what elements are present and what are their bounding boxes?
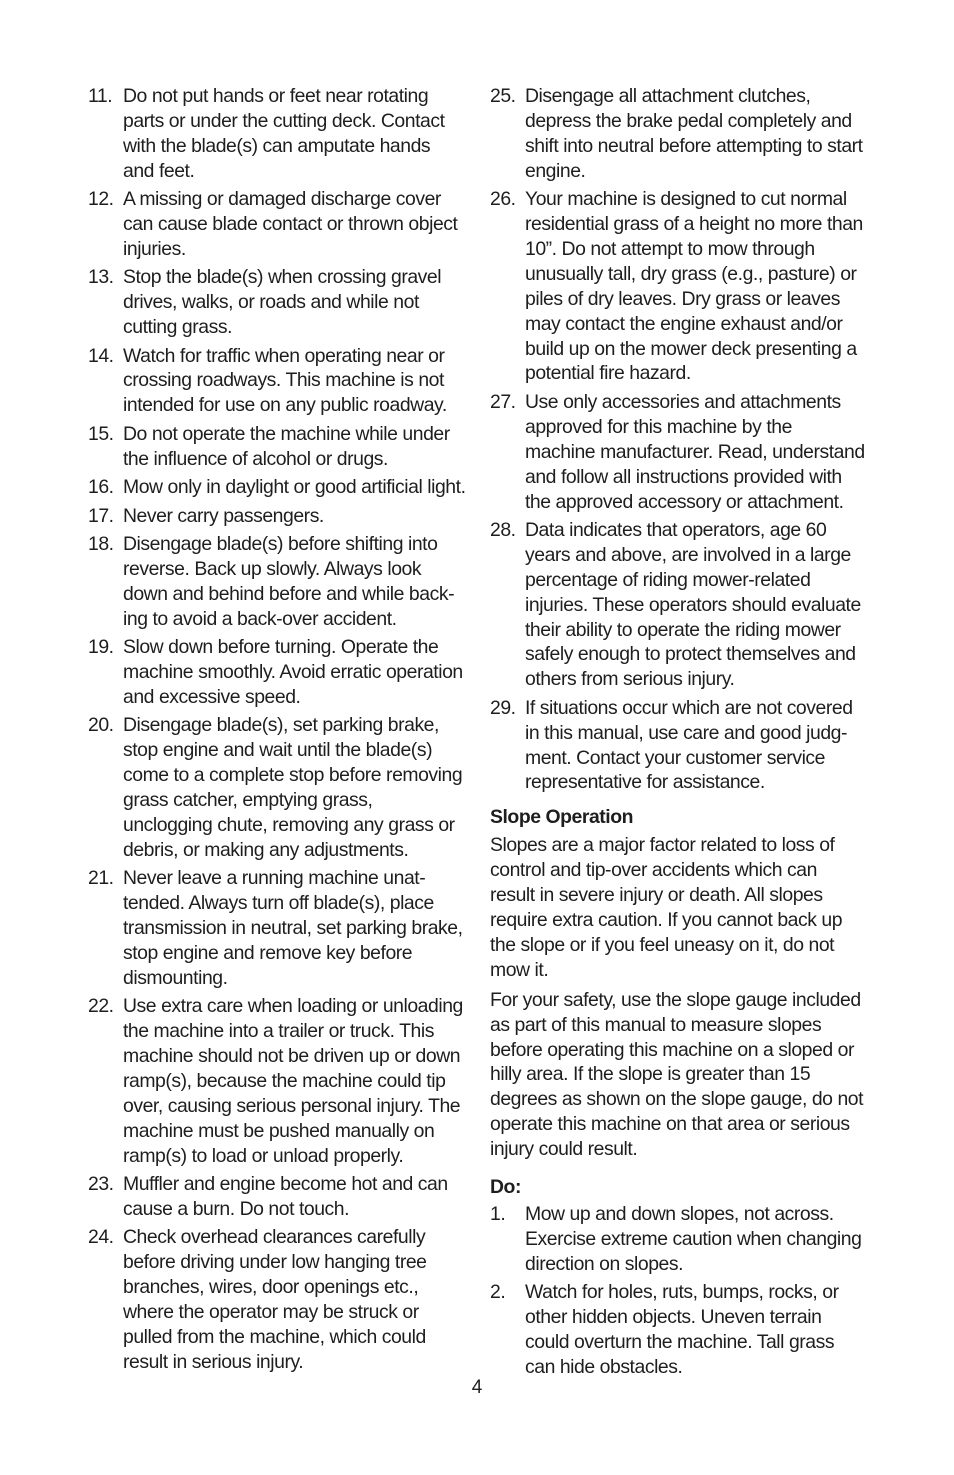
item-text: Never carry passengers.	[123, 504, 324, 527]
list-item	[88, 532, 466, 632]
item-number: 20.	[88, 714, 114, 737]
item-text: Stop the blade(s) when crossing gravel drives, walks, or roads and while not cutting grass.	[123, 266, 442, 339]
item-text: Check overhead clearances carefully before driving under low hanging tree branches, wires, door openings etc., where the operator may be struck or pulled from the machine, which could result in serious injury.	[123, 1226, 427, 1373]
list-item	[88, 713, 466, 862]
item-text: Watch for traffic when operating near or crossing roadways. This machine is not intended for use on any public roadway.	[123, 344, 447, 417]
item-number: 22.	[88, 995, 114, 1018]
item-number: 12.	[88, 188, 114, 211]
item-number: 2.	[490, 1281, 506, 1304]
item-number: 24.	[88, 1226, 114, 1249]
list-item	[88, 866, 466, 991]
do-list	[490, 1202, 866, 1380]
list-item	[490, 1280, 866, 1380]
item-text: A missing or damaged discharge cover can cause blade contact or thrown object injuries.	[123, 188, 458, 260]
item-number: 13.	[88, 266, 114, 289]
item-number: 1.	[490, 1202, 506, 1225]
left-column	[88, 84, 466, 1378]
item-text: Do not put hands or feet near rotating parts or under the cutting deck. Contact with the blade(s) can amputate hands and feet.	[123, 85, 445, 182]
item-number: 11.	[88, 85, 113, 107]
item-text: Never leave a running machine unat-tended. Always turn off blade(s), place transmission in neutral, set parking brake, stop engine and remove key before dismounting.	[123, 867, 463, 989]
right-column	[490, 84, 866, 1383]
item-number: 15.	[88, 422, 114, 445]
list-item	[88, 1172, 466, 1222]
item-text: Disengage blade(s), set parking brake, stop engine and wait until the blade(s) come to a complete stop before removing grass catcher, emptying grass, unclogging chute, removing any grass or debris, or making any adjustments.	[123, 714, 463, 861]
item-number: 19.	[88, 636, 114, 659]
list-item	[490, 390, 866, 515]
slope-operation-heading: Slope Operation	[490, 806, 634, 829]
safety-list-right	[490, 84, 866, 795]
list-item	[88, 84, 466, 184]
item-text: Disengage blade(s) before shifting into reverse. Back up slowly. Always look down and behind before and while back-ing to avoid a back-over accident.	[123, 532, 455, 630]
item-number: 28.	[490, 518, 516, 541]
item-text: Do not operate the machine while under the influence of alcohol or drugs.	[123, 422, 450, 470]
item-text: Mow only in daylight or good artificial light.	[123, 476, 466, 499]
item-text: Slow down before turning. Operate the machine smoothly. Avoid erratic operation and excessive speed.	[123, 636, 463, 708]
item-number: 21.	[88, 867, 114, 890]
page-number: 4	[471, 1377, 483, 1398]
list-item	[490, 187, 866, 386]
item-text: Data indicates that operators, age 60 years and above, are involved in a large percentage of riding mower-related injuries. These operators should evaluate their ability to operate the riding mower safely enough to protect themselves and others from serious injury.	[525, 518, 861, 691]
item-text: If situations occur which are not covered in this manual, use care and good judg-ment. Contact your customer service representative for assistance.	[525, 696, 853, 794]
item-number: 16.	[88, 476, 114, 499]
item-text: Muffler and engine become hot and can cause a burn. Do not touch.	[123, 1173, 448, 1220]
item-number: 26.	[490, 188, 516, 211]
list-item	[88, 265, 466, 340]
list-item	[88, 504, 466, 529]
item-number: 23.	[88, 1173, 114, 1196]
list-item	[88, 187, 466, 262]
item-text: Use only accessories and attachments approved for this machine by the machine manufacturer. Read, understand and follow all instructions provided with the approved accessory or attachment.	[525, 390, 865, 513]
list-item	[490, 518, 866, 692]
item-number: 27.	[490, 390, 516, 413]
list-item	[88, 344, 466, 419]
list-item	[88, 422, 466, 472]
list-item	[88, 475, 466, 500]
item-text: Mow up and down slopes, not across. Exercise extreme caution when changing direction on slopes.	[525, 1202, 862, 1275]
do-heading: Do:	[490, 1176, 521, 1199]
item-text: Your machine is designed to cut normal residential grass of a height no more than 10”. Do not attempt to mow through unusually tall, dry grass (e.g., pasture) or piles of dry leaves. Dry grass or leaves may contact the engine exhaust and/or build up on the mower deck presenting a potential fire hazard.	[525, 188, 863, 385]
item-text: Disengage all attachment clutches, depress the brake pedal completely and shift into neutral before attempting to start engine.	[525, 85, 863, 182]
list-item	[490, 696, 866, 796]
item-text: Watch for holes, ruts, bumps, rocks, or other hidden objects. Uneven terrain could overturn the machine. Tall grass can hide obstacles.	[525, 1281, 839, 1378]
item-number: 29.	[490, 696, 516, 719]
list-item	[88, 994, 466, 1168]
list-item	[490, 1202, 866, 1277]
list-item	[88, 1225, 466, 1374]
item-number: 25.	[490, 85, 516, 107]
slope-paragraph-2: For your safety, use the slope gauge included as part of this manual to measure slopes before operating this machine on a sloped or hilly area. If the slope is greater than 15 degrees as shown on the slope gauge, do not operate this machine on that area or serious injury could result.	[490, 988, 864, 1161]
item-number: 17.	[88, 504, 114, 527]
item-text: Use extra care when loading or unloading the machine into a trailer or truck. This machine should not be driven up or down ramp(s), because the machine could tip over, causing serious personal injury. The machine must be pushed manually on ramp(s) to load or unload properly.	[123, 995, 463, 1167]
item-number: 18.	[88, 532, 114, 555]
slope-paragraph-1: Slopes are a major factor related to loss of control and tip-over accidents which can result in severe injury or death. All slopes require extra caution. If you cannot back up the slope or if you feel uneasy on it, do not mow it.	[490, 834, 843, 981]
item-number: 14.	[88, 344, 114, 367]
list-item	[88, 635, 466, 710]
safety-list-left	[88, 84, 466, 1375]
list-item	[490, 84, 866, 184]
